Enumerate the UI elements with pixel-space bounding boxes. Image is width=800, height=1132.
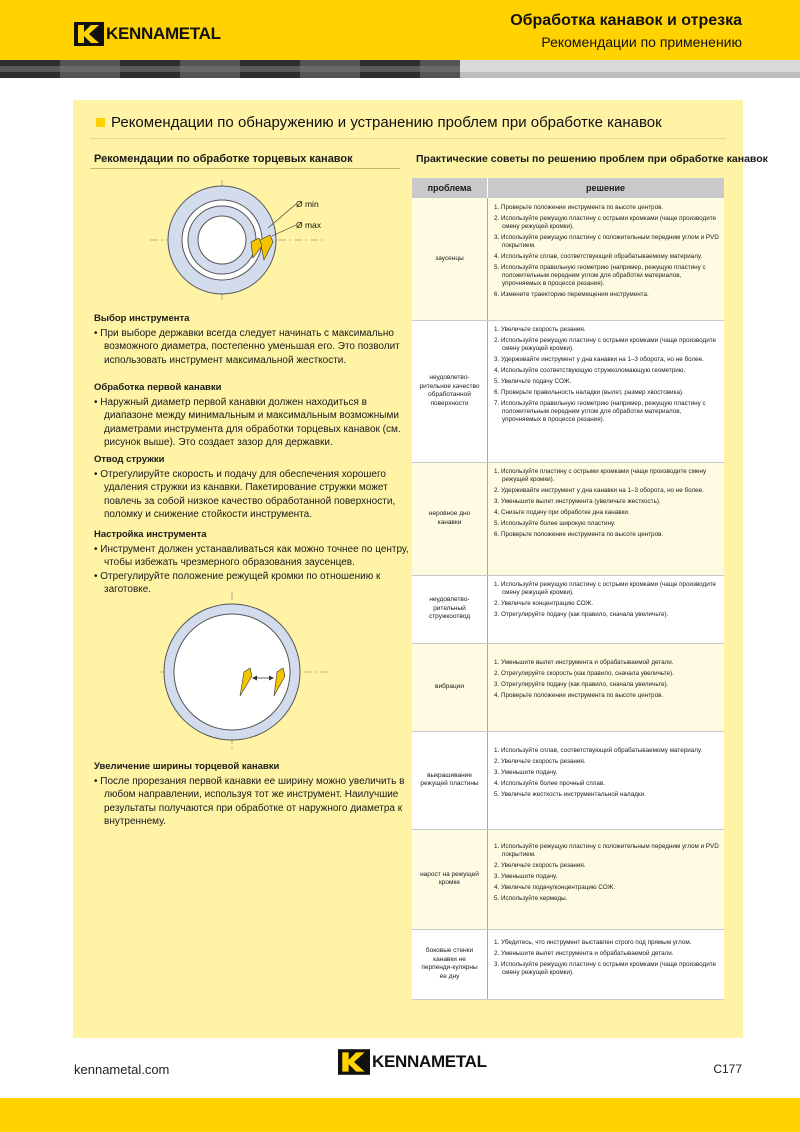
brand-name: KENNAMETAL bbox=[372, 1052, 487, 1071]
solution-item: 6. Проверьте правильность наладки (вылет, размер хвостовика). bbox=[494, 389, 684, 396]
table-row bbox=[412, 320, 724, 462]
block-title: Увеличение ширины торцевой канавки bbox=[94, 761, 280, 772]
block-tool-selection bbox=[94, 312, 409, 367]
table-row bbox=[412, 929, 724, 999]
row-divider bbox=[412, 462, 724, 463]
solution-item: 1. Используйте режущую пластину с острыми кромками (чаще производите смену режущей кромки). bbox=[494, 581, 717, 596]
problem-cell: нарост на режущей кромке bbox=[420, 870, 479, 886]
problem-cell: неровное дно канавки bbox=[428, 510, 471, 526]
block-title: Настройка инструмента bbox=[94, 529, 207, 540]
block-title: Отвод стружки bbox=[94, 454, 165, 465]
footer-bar bbox=[0, 1098, 800, 1132]
solution-item: 2. Используйте режущую пластину с острыми кромками (чаще производите смену режущей кромки). bbox=[494, 215, 717, 230]
solution-item: 5. Увеличьте подачу СОЖ. bbox=[494, 378, 572, 385]
solution-item: 5. Используйте более широкую пластину. bbox=[494, 520, 616, 527]
row-divider bbox=[412, 999, 724, 1000]
square-bullet-icon bbox=[96, 118, 105, 127]
solution-item: 1. Увеличьте скорость резания. bbox=[494, 326, 586, 333]
section-title-text: Рекомендации по обнаружению и устранению проблем при обработке канавок bbox=[111, 114, 662, 131]
solution-item: 3. Используйте режущую пластину с острыми кромками (чаще производите смену режущей кромки). bbox=[494, 961, 717, 976]
table-heading: Практические советы по решению проблем при обработке канавок bbox=[416, 153, 768, 165]
solution-item: 3. Используйте режущую пластину с положительным передним углом и PVD покрытием. bbox=[494, 234, 719, 249]
solution-item: 2. Уменьшите вылет инструмента и обрабатываемой детали. bbox=[494, 950, 674, 957]
solution-cell bbox=[494, 747, 722, 802]
row-divider bbox=[412, 731, 724, 732]
problem-cell: боковые стенки канавки не перпенди-кулярны ее дну bbox=[421, 947, 478, 980]
kennametal-logo bbox=[74, 22, 221, 46]
solution-item: 4. Увеличьте подачу/концентрацию СОЖ. bbox=[494, 884, 616, 891]
solution-cell bbox=[494, 843, 722, 906]
solution-item: 3. Уменьшите подачу. bbox=[494, 873, 558, 880]
table-row bbox=[412, 198, 724, 320]
solution-item: 4. Используйте более прочный сплав. bbox=[494, 780, 606, 787]
problem-cell: вибрации bbox=[434, 682, 465, 690]
solution-cell bbox=[494, 204, 722, 302]
solution-item: 2. Удерживайте инструмент у дна канавки на 1–3 оборота, но не более. bbox=[494, 487, 704, 494]
groove-widening-diagram bbox=[160, 592, 330, 752]
solution-item: 5. Используйте кермеды. bbox=[494, 895, 568, 902]
diameter-min-label: Ø min bbox=[296, 199, 319, 209]
block-text: • При выборе державки всегда следует начинать с максимально возможного диаметра, постепенно уменьшая его. Это позволит использовать инструмент максимальной жесткости. bbox=[94, 327, 400, 366]
solution-item: 2. Используйте режущую пластину с острыми кромками (чаще производите смену режущей кромки). bbox=[494, 337, 717, 352]
row-divider bbox=[412, 929, 724, 930]
solution-item: 1. Используйте режущую пластину с положительным передним углом и PVD покрытием. bbox=[494, 843, 719, 858]
solution-cell bbox=[494, 468, 722, 542]
solution-item: 6. Проверьте положение инструмента по высоте центров. bbox=[494, 531, 664, 538]
solution-item: 1. Используйте сплав, соответствующий обрабатываемому материалу. bbox=[494, 747, 703, 754]
footer-website-link[interactable]: kennametal.com bbox=[74, 1062, 170, 1077]
block-first-groove bbox=[94, 381, 409, 450]
block-title: Выбор инструмента bbox=[94, 313, 190, 324]
solution-item: 4. Снизьте подачу при обработке дна канавки. bbox=[494, 509, 630, 516]
page-number: C177 bbox=[713, 1062, 742, 1076]
table-row bbox=[412, 462, 724, 575]
row-divider bbox=[412, 643, 724, 644]
row-divider bbox=[412, 829, 724, 830]
solution-item: 5. Используйте правильную геометрию (например, режущую пластину с положительным передним углом для обработки материалов, упрочняемых в процессе резания). bbox=[494, 264, 706, 287]
solution-item: 3. Отрегулируйте подачу (как правило, сначала увеличьте). bbox=[494, 611, 669, 618]
solution-cell bbox=[494, 326, 722, 427]
header-stripe bbox=[0, 60, 800, 78]
solution-item: 3. Удерживайте инструмент у дна канавки на 1–3 оборота, но не более. bbox=[494, 356, 704, 363]
row-divider bbox=[412, 575, 724, 576]
page-title: Обработка канавок и отрезка bbox=[510, 12, 742, 29]
page-subtitle: Рекомендации по применению bbox=[541, 34, 742, 50]
solution-item: 4. Используйте сплав, соответствующий обрабатываемому материалу. bbox=[494, 253, 703, 260]
solution-item: 7. Используйте правильную геометрию (например, режущую пластину с положительным передним углом для обработки материалов, упрочняемых в процессе резания). bbox=[494, 400, 706, 423]
solution-item: 1. Убедитесь, что инструмент выставлен строго под прямым углом. bbox=[494, 939, 692, 946]
brand-name: KENNAMETAL bbox=[106, 24, 221, 43]
solution-item: 2. Отрегулируйте скорость (как правило, сначала увеличьте). bbox=[494, 670, 674, 677]
column-header-solution: решение bbox=[586, 183, 625, 193]
solution-item: 2. Увеличьте скорость резания. bbox=[494, 862, 586, 869]
page-header bbox=[0, 0, 800, 60]
block-text: • Инструмент должен устанавливаться как можно точнее по центру, чтобы избежать чрезмерного образования заусенцев. bbox=[94, 543, 409, 568]
left-heading: Рекомендации по обработке торцевых канавок bbox=[94, 153, 353, 165]
table-header bbox=[412, 178, 724, 198]
solution-item: 6. Измените траекторию перемещения инструмента. bbox=[494, 291, 649, 298]
block-text: • Отрегулируйте положение режущей кромки по отношению к заготовке. bbox=[94, 570, 381, 595]
solution-cell bbox=[494, 581, 722, 622]
block-text: • Отрегулируйте скорость и подачу для обеспечения хорошего удаления стружки из канавки. Пакетирование стружки может повлечь за собой низкое качество обработанной поверхности, поломку и снижение стойкости инструмента. bbox=[94, 468, 396, 520]
solution-item: 1. Проверьте положение инструмента по высоте центров. bbox=[494, 204, 664, 211]
solution-item: 1. Уменьшите вылет инструмента и обрабатываемой детали. bbox=[494, 659, 674, 666]
problem-cell: заусенцы bbox=[435, 254, 464, 262]
solution-item: 5. Увеличьте жесткость инструментальной наладки. bbox=[494, 791, 646, 798]
block-groove-widening bbox=[94, 760, 409, 829]
solution-item: 3. Отрегулируйте подачу (как правило, сначала увеличьте). bbox=[494, 681, 669, 688]
solution-item: 1. Используйте пластину с острыми кромками (чаще производите смену режущей кромки). bbox=[494, 468, 707, 483]
block-title: Обработка первой канавки bbox=[94, 382, 222, 393]
table-row bbox=[412, 731, 724, 829]
solution-item: 3. Уменьшите вылет инструмента (увеличьте жесткость). bbox=[494, 498, 661, 505]
solution-item: 3. Уменьшите подачу. bbox=[494, 769, 558, 776]
solution-item: 4. Используйте соответствующую стружколомающую геометрию. bbox=[494, 367, 686, 374]
kennametal-k-icon bbox=[74, 22, 104, 46]
block-tool-setup bbox=[94, 528, 409, 597]
block-text: • После прорезания первой канавки ее ширину можно увеличить в любом направлении, используя тот же инструмент. Наилучшие результаты получаются при обработке от наружного диаметра к внутреннему. bbox=[94, 775, 405, 827]
problem-cell: неудовлетво-рительный стружкоотвод bbox=[428, 596, 471, 621]
table-row bbox=[412, 829, 724, 929]
section-divider bbox=[90, 138, 726, 139]
table-row bbox=[412, 575, 724, 643]
footer-logo bbox=[338, 1049, 487, 1075]
column-header-problem: проблема bbox=[427, 183, 472, 193]
problem-cell: неудовлетво-рительное качество обработанной поверхности bbox=[419, 374, 480, 407]
section-title bbox=[96, 114, 662, 131]
block-chip-control bbox=[94, 453, 409, 522]
problem-cell: выкрашивание режущей пластины bbox=[420, 771, 479, 787]
row-divider bbox=[412, 320, 724, 321]
table-row bbox=[412, 643, 724, 731]
solution-cell bbox=[494, 659, 722, 703]
block-text: • Наружный диаметр первой канавки должен находиться в диапазоне между минимальным и максимальным возможными диаметрами инструмента для обработки торцевых канавок (см. рисунок выше). Это создает зазор для державки. bbox=[94, 396, 401, 448]
kennametal-k-icon bbox=[338, 1049, 370, 1075]
face-groove-diagram bbox=[150, 180, 330, 300]
left-heading-rule bbox=[90, 168, 400, 169]
solution-cell bbox=[494, 939, 722, 980]
solution-item: 2. Увеличьте скорость резания. bbox=[494, 758, 586, 765]
solution-item: 2. Увеличьте концентрацию СОЖ. bbox=[494, 600, 594, 607]
diameter-max-label: Ø max bbox=[296, 220, 322, 230]
solution-item: 4. Проверьте положение инструмента по высоте центров. bbox=[494, 692, 664, 699]
